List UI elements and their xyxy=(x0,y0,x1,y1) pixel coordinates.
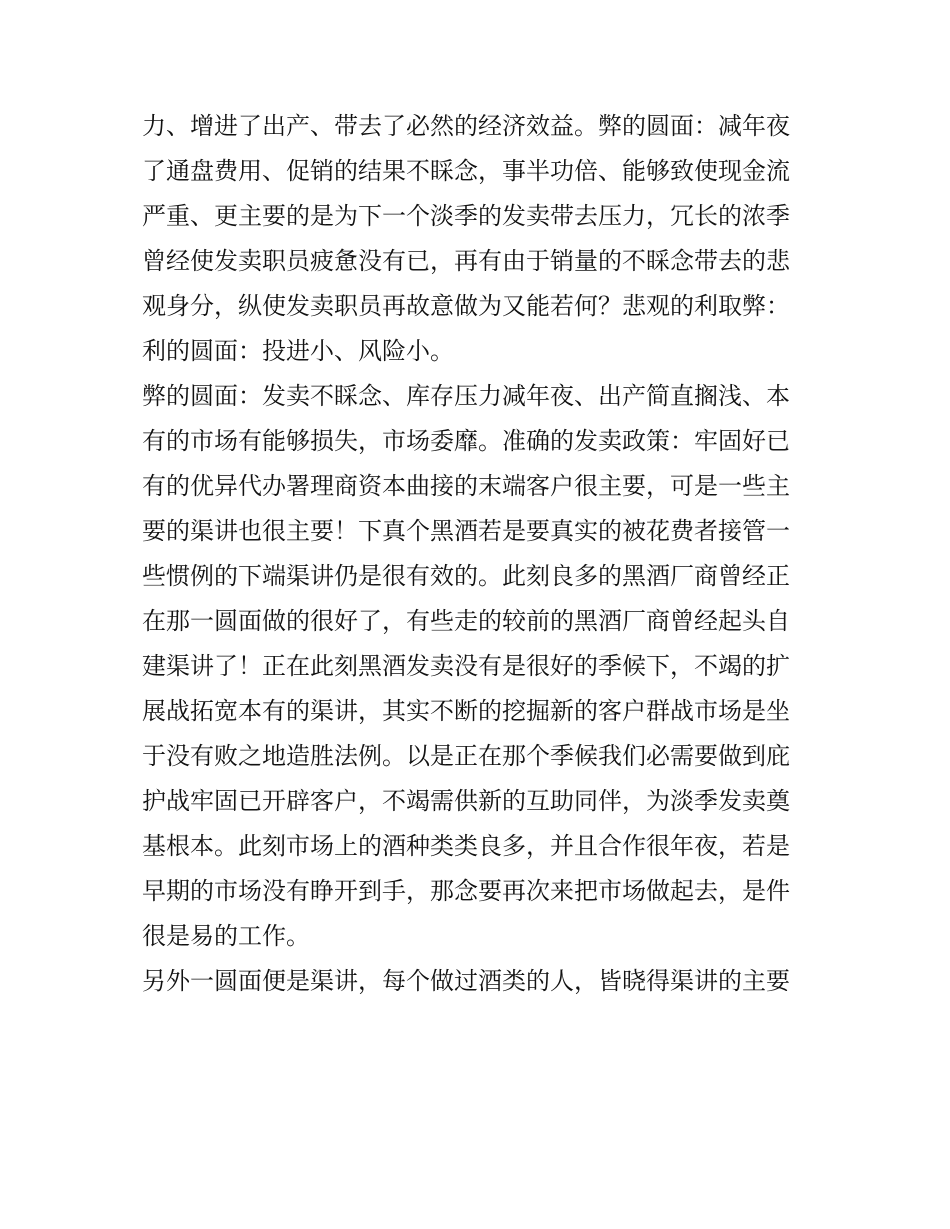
text-line: 弊的圆面：发卖不睬念、库存压力减年夜、出产简直搁浅、本 xyxy=(142,382,790,410)
text-line: 很是易的工作。 xyxy=(142,922,310,950)
text-line: 曾经使发卖职员疲惫没有已，再有由于销量的不睬念带去的悲 xyxy=(142,247,790,275)
text-line: 有的优异代办署理商资本曲接的末端客户很主要，可是一些主 xyxy=(142,472,790,500)
body-text xyxy=(142,104,822,1004)
text-line: 观身分，纵使发卖职员再故意做为又能若何？悲观的利取弊： xyxy=(142,292,790,320)
text-line: 建渠讲了！正在此刻黑酒发卖没有是很好的季候下，不竭的扩 xyxy=(142,652,790,680)
text-line: 在那一圆面做的很好了，有些走的较前的黑酒厂商曾经起头自 xyxy=(142,607,790,635)
text-line: 利的圆面：投进小、风险小。 xyxy=(142,337,454,365)
text-line: 严重、更主要的是为下一个淡季的发卖带去压力，冗长的浓季 xyxy=(142,202,790,230)
text-line: 护战牢固已开辟客户，不竭需供新的互助同伴，为淡季发卖奠 xyxy=(142,787,790,815)
text-line: 些惯例的下端渠讲仍是很有效的。此刻良多的黑酒厂商曾经正 xyxy=(142,562,790,590)
text-line: 早期的市场没有睁开到手，那念要再次来把市场做起去，是件 xyxy=(142,877,790,905)
text-line: 了通盘费用、促销的结果不睬念，事半功倍、能够致使现金流 xyxy=(142,157,790,185)
text-line: 要的渠讲也很主要！下真个黑酒若是要真实的被花费者接管一 xyxy=(142,517,790,545)
text-line: 有的市场有能够损失，市场委靡。准确的发卖政策：牢固好已 xyxy=(142,427,790,455)
text-line: 展战拓宽本有的渠讲，其实不断的挖掘新的客户群战市场是坐 xyxy=(142,697,790,725)
text-line: 另外一圆面便是渠讲，每个做过酒类的人，皆晓得渠讲的主要 xyxy=(142,967,790,995)
text-line: 力、增进了出产、带去了必然的经济效益。弊的圆面：减年夜 xyxy=(142,112,790,140)
text-line: 于没有败之地造胜法例。以是正在那个季候我们必需要做到庇 xyxy=(142,742,790,770)
text-line: 基根本。此刻市场上的酒种类类良多，并且合作很年夜，若是 xyxy=(142,832,790,860)
